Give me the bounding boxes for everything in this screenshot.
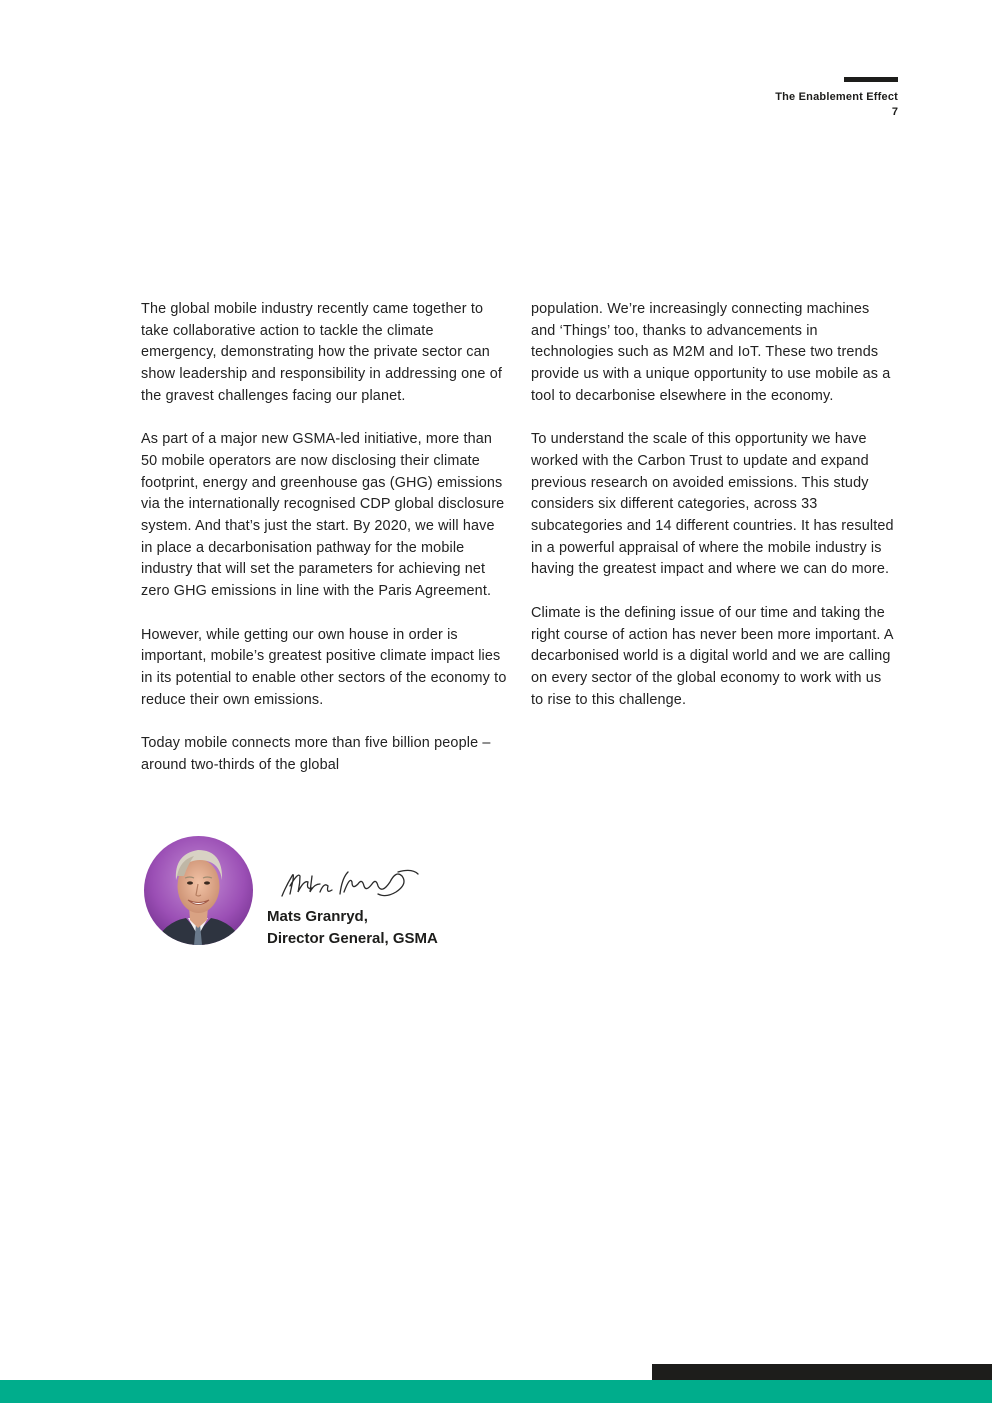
header-rule [844,77,898,82]
paragraph: population. We’re increasingly connecting machines and ‘Things’ too, thanks to advancements in technologies such as M2M and IoT. These two trends provide us with a unique opportunity to use mobile as a tool to decarbonise elsewhere in the economy. [531,301,891,404]
footer-green-bar [0,1380,992,1403]
paragraph: Today mobile connects more than five billion people – around two-thirds of the global [141,735,491,773]
signatory-name: Mats Granryd, [267,908,368,925]
publication-title: The Enablement Effect [775,91,898,103]
body-column-left [141,299,507,776]
signature-image [278,862,422,902]
paragraph: Climate is the defining issue of our time and taking the right course of action has never been more important. A decarbonised world is a digital world and we are calling on every sector of the global economy to work with us to rise to this challenge. [531,604,893,708]
footer-dark-bar [652,1364,992,1380]
signatory-role: Director General, GSMA [267,930,438,947]
page-number: 7 [891,106,898,118]
paragraph: However, while getting our own house in order is important, mobile’s greatest positive climate impact lies in its potential to enable other sectors of the economy to reduce their own emissions. [141,626,507,708]
paragraph: As part of a major new GSMA-led initiative, more than 50 mobile operators are now disclosing their climate footprint, energy and greenhouse gas (GHG) emissions via the internationally recognised CDP global disclosure system. And that’s just the start. By 2020, we will have in place a decarbonisation pathway for the mobile industry that will set the parameters for achieving net zero GHG emissions in line with the Paris Agreement. [141,431,505,600]
paragraph: The global mobile industry recently came together to take collaborative action to tackle the climate emergency, demonstrating how the private sector can show leadership and responsibility in addressing one of the gravest challenges facing our planet. [141,301,503,404]
author-portrait [144,836,253,945]
paragraph: To understand the scale of this opportunity we have worked with the Carbon Trust to update and expand previous research on avoided emissions. This study considers six different categories, across 33 subcategories and 14 different countries. It has resulted in a powerful appraisal of where the mobile industry is having the greatest impact and where we can do more. [531,431,894,578]
body-column-right [531,299,897,711]
